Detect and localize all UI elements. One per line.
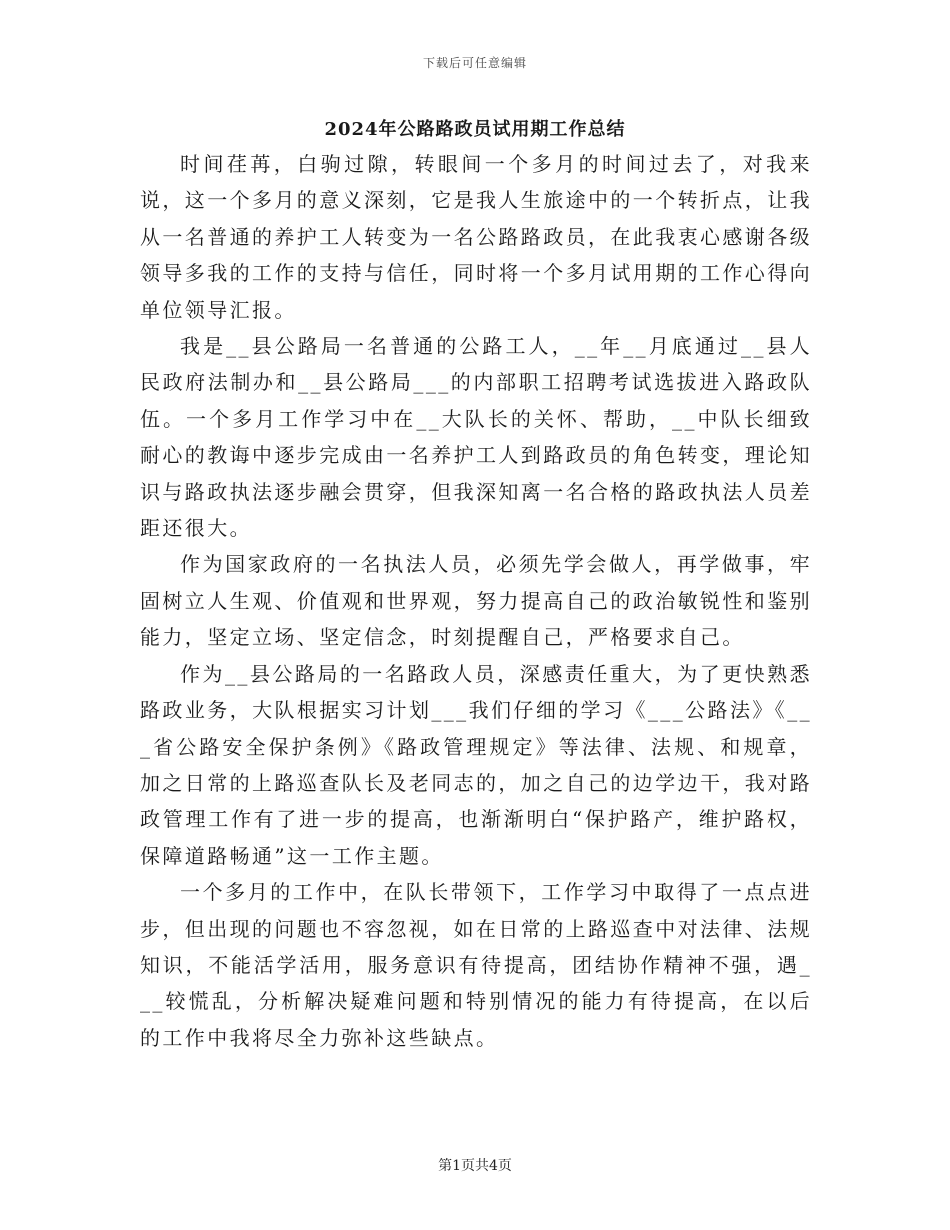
- paragraph-4: 作为__县公路局的一名路政人员，深感责任重大，为了更快熟悉路政业务，大队根据实习计划___我们仔细的学习《___公路法》《___省公路安全保护条例》《路政管理规定》等法律、法规、和规章，加之日常的上路巡查队长及老同志的，加之自己的边学边干，我对路政管理工作有了进一步的提高，也渐渐明白“保护路产，维护路权，保障道路畅通”这一工作主题。: [140, 661, 812, 868]
- paragraph-2: 我是__县公路局一名普通的公路工人，__年__月底通过__县人民政府法制办和__县公路局___的内部职工招聘考试选拔进入路政队伍。一个多月工作学习中在__大队长的关怀、帮助，__中队长细致耐心的教诲中逐步完成由一名养护工人到路政员的角色转变，理论知识与路政执法逐步融会贯穿，但我深知离一名合格的路政执法人员差距还很大。: [140, 334, 812, 541]
- paragraph-1: 时间荏苒，白驹过隙，转眼间一个多月的时间过去了，对我来说，这一个多月的意义深刻，它是我人生旅途中的一个转折点，让我从一名普通的养护工人转变为一名公路路政员，在此我衷心感谢各级领导多我的工作的支持与信任，同时将一个多月试用期的工作心得向单位领导汇报。: [140, 152, 812, 322]
- paragraph-5: 一个多月的工作中，在队长带领下，工作学习中取得了一点点进步，但出现的问题也不容忽视，如在日常的上路巡查中对法律、法规知识，不能活学活用，服务意识有待提高，团结协作精神不强，遇___较慌乱，分析解决疑难问题和特别情况的能力有待提高，在以后的工作中我将尽全力弥补这些缺点。: [140, 880, 812, 1050]
- paragraph-3: 作为国家政府的一名执法人员，必须先学会做人，再学做事，牢固树立人生观、价值观和世界观，努力提高自己的政治敏锐性和鉴别能力，坚定立场、坚定信念，时刻提醒自己，严格要求自己。: [140, 552, 812, 650]
- page-indicator: 第1页共4页: [438, 1158, 512, 1174]
- document-body: [140, 146, 812, 1056]
- download-note: 下载后可任意编辑: [422, 56, 527, 70]
- document-title: 2024年公路路政员试用期工作总结: [324, 119, 626, 140]
